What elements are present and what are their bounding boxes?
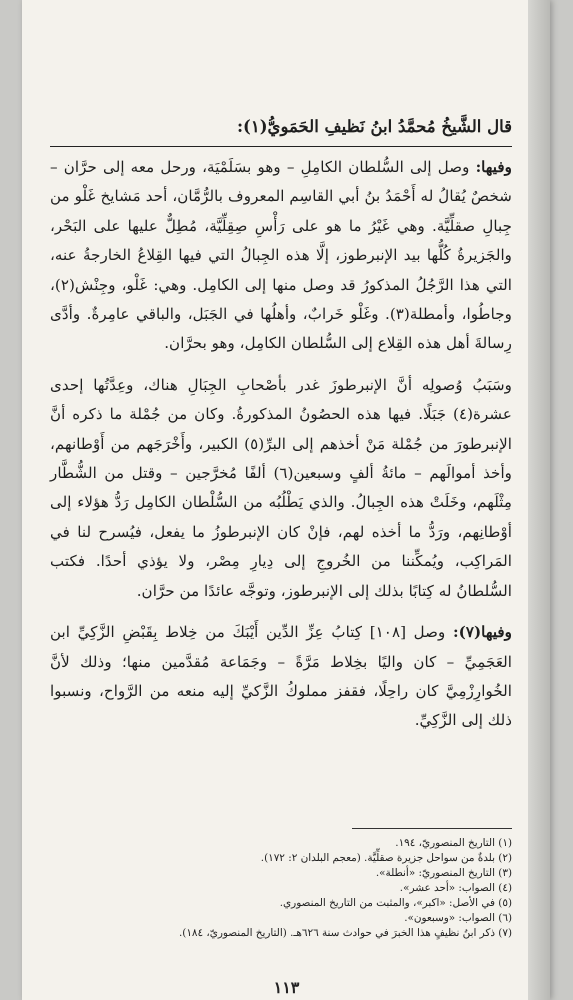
- paragraph-1: [50, 153, 512, 359]
- footnote-3: (٣) التاريخ المنصوريّ: «أنطلة».: [375, 867, 512, 879]
- footnote-4: (٤) الصواب: «أحد عشر».: [399, 882, 512, 894]
- footnote-5: (٥) في الأصل: «اكبر»، والمثبت من التاريخ المنصوري.: [279, 897, 512, 909]
- paragraph-2: [50, 371, 512, 606]
- paragraph-lead: وفيها(٧):: [453, 623, 512, 642]
- footnote-1: (١) التاريخ المنصوريّ، ١٩٤.: [395, 837, 512, 849]
- paragraph-lead: وفيها:: [475, 158, 512, 176]
- footnote-divider: [352, 828, 512, 829]
- footnote-2: (٢) بلدةٌ من سواحل جزيرة صقلِّيَّة. (معجم البلدان ٢: ١٧٢).: [260, 852, 512, 864]
- paragraph-text: وصل [١٠٨] كِتابُ عِزِّ الدِّين أَيْبَكَ من خِلاط بِقَبْضِ الزَّكِيِّ ابن العَجَمِيِّ – كان واليًا بخِلاط مَرَّةً – وجَمَاعة مُقدَّمين منها؛ وذلك لأنَّ الخُوارِزْمِيَّ كان راحِلًا، فقفز مملوكُ الزَّكيِّ إليه منعه من الرَّواح، ونسبوا ذلك إلى الزَّكِيِّ.: [50, 623, 512, 730]
- paragraph-text: وصل إلى السُّلطان الكامِلِ – وهو بسَلَمْيَة، ورحل معه إلى حرَّان – شخصٌ يُقالُ له أَحْمَدُ بنُ أبي القاسِم المعروف بالرُّمَّان، أحد مَشايخ غَلْو من جِبالِ صقلِّيَّة. وهي غَيْرُ ما هو على رَأْسِ صِقِلِّيَّة، مُطِلٌّ عليها على البَحْر، والجَزيرةُ كُلُّها بيد الإنبرطوز، إلَّا هذه الجِبالُ التي فيها القِلاعُ الخارجةُ عنه، التي هذا الرَّجُلُ المذكورُ قد وصل منها إلى الكامِل. وهي: غَلْو، وجِنْش(٢)، وجاطُوا، وأمطلة(٣). وغَلْو خَرابٌ، وأهلُها في الجَبَل، والباقي عامِرةٌ. وأدَّى رِسالةَ أهل هذه القِلاع إلى السُّلطان الكامِل، وهو بحرَّان.: [50, 158, 512, 353]
- footnote-6: (٦) الصواب: «وسبعون».: [404, 912, 512, 924]
- main-text: [50, 112, 512, 748]
- section-heading: قال الشَّيخُ مُحمَّدُ ابنُ نَظيفِ الحَمَويُّ(١):: [50, 112, 512, 147]
- footnotes: [110, 836, 512, 941]
- paragraph-text: وسَبَبُ وُصولِه أنَّ الإنبرطوزَ غدر بأصْحابِ الجِبَالِ هناك، وعِدَّتُها إحدى عشرة(٤) جَبَلًا. فيها هذه الحصُونُ المذكورةُ. وكان من جُمْلة ما ذكره أنَّ الإنبرطورَ من جُمْلة مَنْ أخذهم إلى البرِّ(٥) الكبير، وأَخْرَجَهم من أَوْطانهم، وأخذ أموالَهم – مائةُ ألفٍ وسبعين(٦) ألفًا مُخرَّجين – وقتل من الشُّطَّار مِثْلَهم، وخَلَتْ هذه الجِبالُ. والذي يَطْلُبُه من السُّلْطان الكامِل رَدُّ هؤلاء إلى أوْطانِهم، ورَدُّ ما أخذه لهم، فإنْ كان الإنبرطوزُ ما يفعل، فيُسرح لنا في المَراكِب، ويُمكِّننا من الخُروجِ إلى دِيارِ مِصْر، ولا يؤذي أحدًا. فكتب السُّلطانُ له كِتابًا بذلك إلى الإنبرطوز، وتوجَّه عائدًا من حرَّان.: [50, 375, 512, 600]
- page-edge-shadow: [528, 0, 550, 1000]
- paragraph-3: [50, 618, 512, 736]
- footnote-7: (٧) ذكر ابنُ نظيفٍ هذا الخبرَ في حوادث سنة ٦٢٦هـ. (التاريخ المنصوريّ، ١٨٤).: [178, 927, 512, 939]
- page-number: ١١٣: [273, 978, 300, 997]
